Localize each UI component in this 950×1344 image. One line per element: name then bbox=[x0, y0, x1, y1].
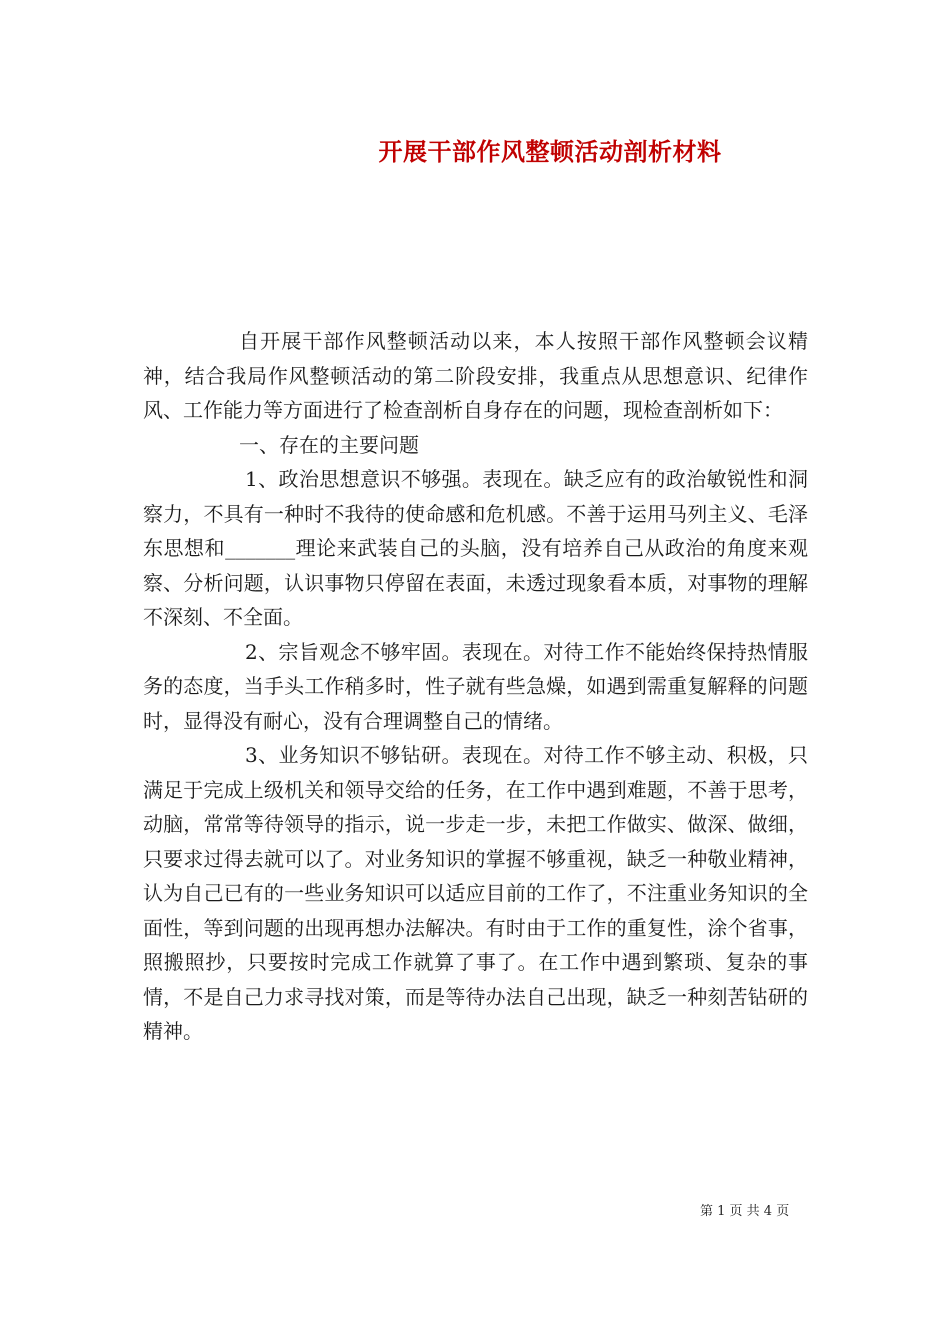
intro-paragraph: 自开展干部作风整顿活动以来，本人按照干部作风整顿会议精神，结合我局作风整顿活动的第二阶段安排，我重点从思想意识、纪律作风、工作能力等方面进行了检查剖析自身存在的问题，现检查剖析如下： bbox=[143, 329, 808, 422]
document-title: 开展干部作风整顿活动剖析材料 bbox=[378, 137, 722, 166]
item-paragraph-2: 2、宗旨观念不够牢固。表现在。对待工作不能始终保持热情服务的态度，当手头工作稍多时，性子就有些急燥，如遇到需重复解释的问题时，显得没有耐心，没有合理调整自己的情绪。 bbox=[143, 639, 808, 733]
item-paragraph-1: 1、政治思想意识不够强。表现在。缺乏应有的政治敏锐性和洞察力，不具有一种时不我待的使命感和危机感。不善于运用马列主义、毛泽东思想和_______理论来武装自己的头脑，没有培养自己从政治的角度来观察、分析问题，认识事物只停留在表面，未透过现象看本质，对事物的理解不深刻、不全面。 bbox=[143, 467, 808, 629]
page-number-footer: 第 1 页 共 4 页 bbox=[700, 1204, 790, 1219]
item-paragraph-3: 3、业务知识不够钻研。表现在。对待工作不够主动、积极，只满足于完成上级机关和领导交给的任务，在工作中遇到难题，不善于思考，动脑，常常等待领导的指示，说一步走一步，未把工作做实、做深、做细，只要求过得去就可以了。对业务知识的掌握不够重视，缺乏一种敬业精神，认为自己已有的一些业务知识可以适应目前的工作了，不注重业务知识的全面性，等到问题的出现再想办法解决。有时由于工作的重复性，涂个省事，照搬照抄，只要按时完成工作就算了事了。在工作中遇到繁琐、复杂的事情，不是自己力求寻找对策，而是等待办法自己出现，缺乏一种刻苦钻研的精神。 bbox=[143, 743, 808, 1043]
section-heading: 一、存在的主要问题 bbox=[239, 432, 419, 457]
document-body bbox=[143, 324, 808, 1049]
